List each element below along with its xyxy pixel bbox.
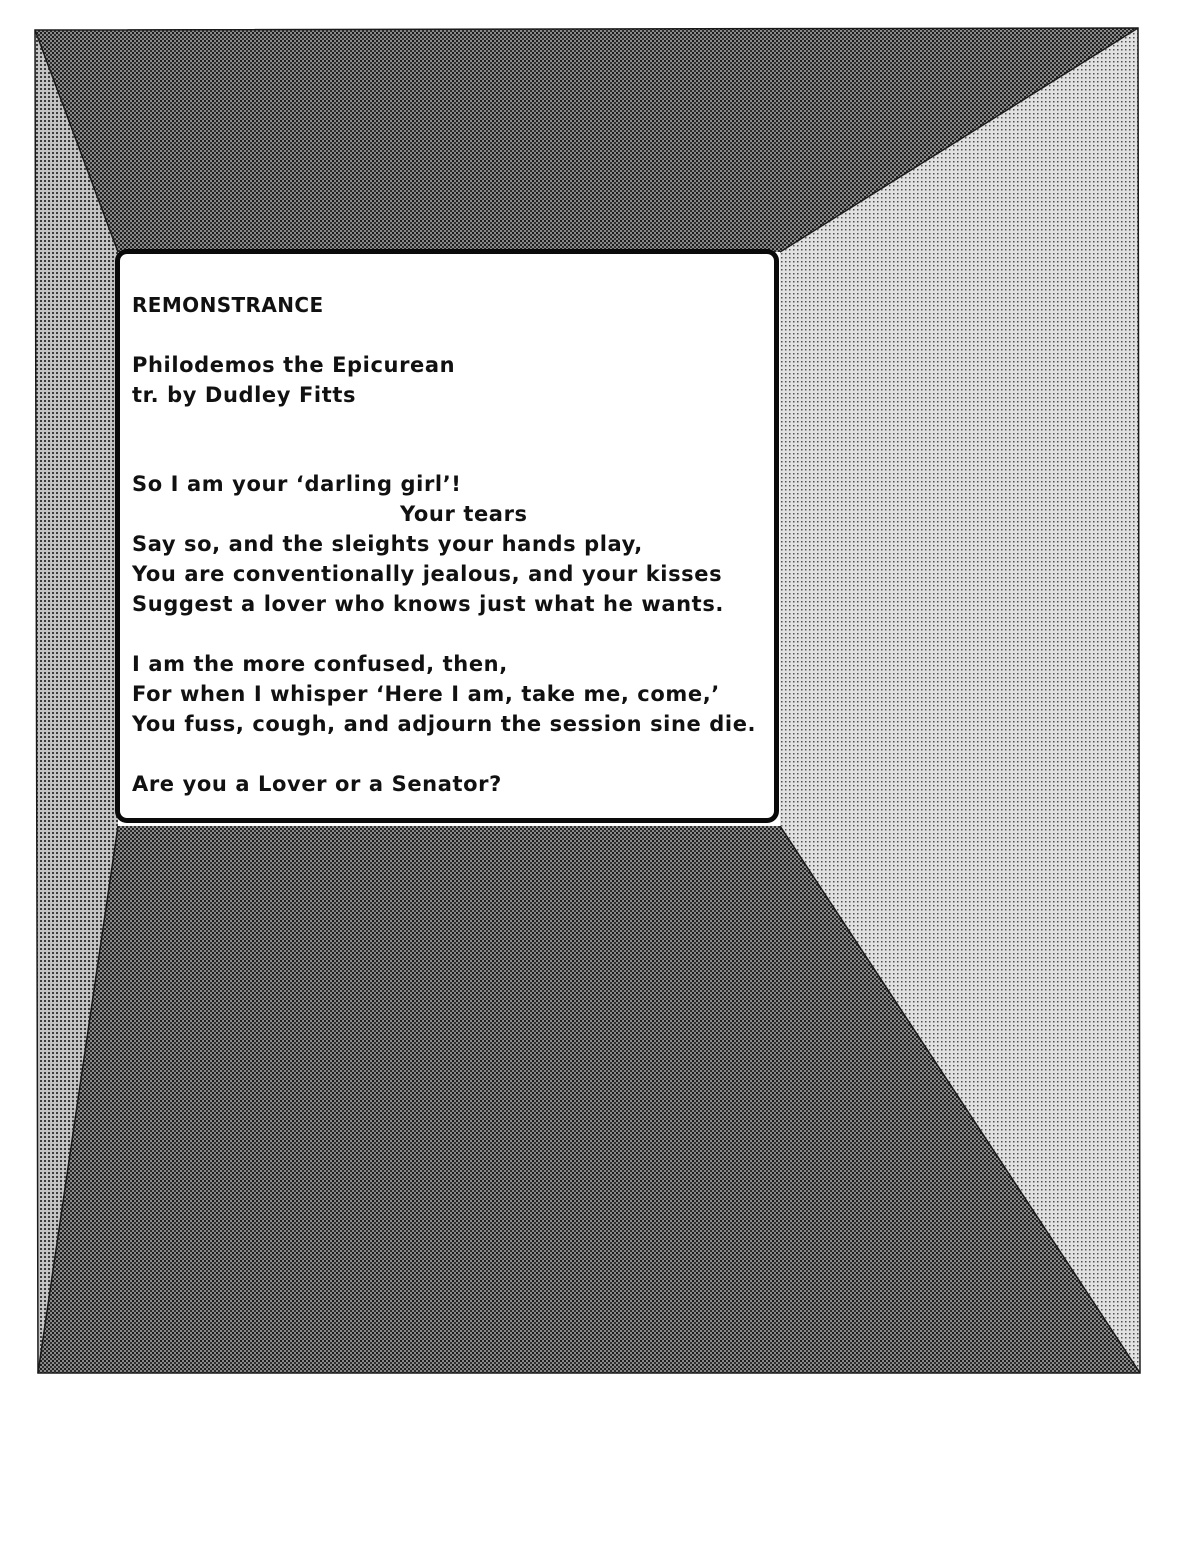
poem-title: REMONSTRANCE — [132, 293, 324, 317]
poem-author: Philodemos the Epicurean — [132, 353, 456, 377]
stanza1-line-1: So I am your ‘darling girl’! — [132, 472, 462, 496]
closing-line: Are you a Lover or a Senator? — [132, 772, 502, 796]
stanza2-line-3: You fuss, cough, and adjourn the session sine die. — [132, 712, 757, 736]
stanza1-line-5: Suggest a lover who knows just what he wants. — [132, 592, 724, 616]
stanza1-line-4: You are conventionally jealous, and your kisses — [132, 562, 723, 586]
poem-translator: tr. by Dudley Fitts — [132, 383, 357, 407]
stanza2-line-2: For when I whisper ‘Here I am, take me, come,’ — [132, 682, 720, 706]
stanza1-line-3: Say so, and the sleights your hands play, — [132, 532, 643, 556]
stanza1-line-2: Your tears — [400, 502, 528, 526]
poem-card — [115, 249, 779, 823]
stanza2-line-1: I am the more confused, then, — [132, 652, 508, 676]
